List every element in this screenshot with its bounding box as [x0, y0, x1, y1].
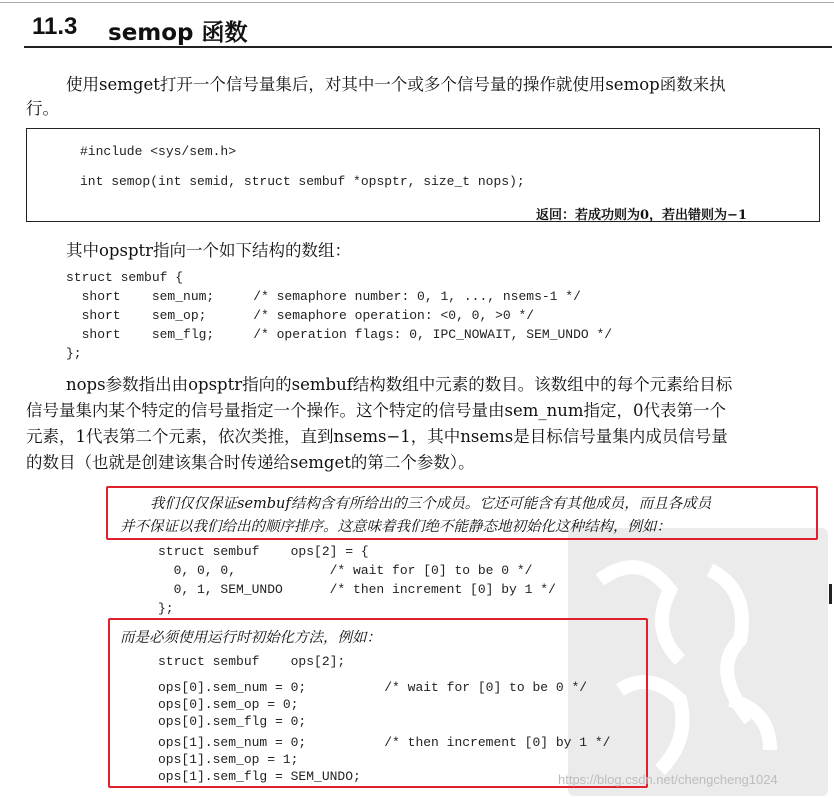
- runtime-init-line: ops[1].sem_num = 0; /* then increment [0] by 1 */: [158, 735, 611, 750]
- scan-top-edge: [0, 2, 834, 3]
- runtime-note: 而是必须使用运行时初始化方法，例如：: [120, 630, 381, 646]
- static-init-line: 0, 0, 0, /* wait for [0] to be 0 */: [158, 563, 533, 578]
- runtime-init-line: ops[1].sem_flg = SEM_UNDO;: [158, 769, 361, 784]
- struct-line: };: [66, 346, 82, 361]
- section-number: 11.3: [32, 13, 78, 40]
- semop-signature: int semop(int semid, struct sembuf *opsptr, size_t nops);: [80, 174, 525, 189]
- struct-line: short sem_flg; /* operation flags: 0, IPC_NOWAIT, SEM_UNDO */: [66, 327, 613, 342]
- struct-line: struct sembuf {: [66, 270, 184, 285]
- runtime-init-line: ops[1].sem_op = 1;: [158, 752, 299, 767]
- runtime-init-line: ops[0].sem_op = 0;: [158, 697, 299, 712]
- intro-line-1: 使用semget打开一个信号量集后，对其中一个或多个信号量的操作就使用semop函数来执: [66, 75, 726, 94]
- note-line: 我们仅仅保证sembuf结构含有所给出的三个成员。它还可能含有其他成员，而且各成员: [150, 496, 712, 512]
- runtime-init-line: ops[0].sem_flg = 0;: [158, 714, 307, 729]
- return-note: 返回：若成功则为0，若出错则为−1: [536, 208, 747, 223]
- struct-intro: 其中opsptr指向一个如下结构的数组：: [66, 241, 352, 260]
- include-line: #include <sys/sem.h>: [80, 144, 237, 159]
- nops-line: 信号量集内某个特定的信号量指定一个操作。这个特定的信号量由sem_num指定，0代表第一个: [26, 401, 727, 420]
- runtime-init-line: struct sembuf ops[2];: [158, 654, 346, 669]
- nops-line: 元素，1代表第二个元素，依次类推，直到nsems−1，其中nsems是目标信号量集内成员信号量: [26, 427, 728, 446]
- intro-line-2: 行。: [26, 99, 59, 118]
- url-watermark: https://blog.csdn.net/chengcheng1024: [558, 772, 778, 787]
- runtime-init-line: ops[0].sem_num = 0; /* wait for [0] to be 0 */: [158, 680, 588, 695]
- section-title: semop 函数: [108, 20, 248, 46]
- note-line: 并不保证以我们给出的顺序排序。这意味着我们绝不能静态地初始化这种结构，例如：: [120, 519, 671, 535]
- header-rule: [24, 46, 832, 48]
- static-init-line: struct sembuf ops[2] = {: [158, 544, 369, 559]
- struct-line: short sem_num; /* semaphore number: 0, 1, ..., nsems-1 */: [66, 289, 581, 304]
- static-init-line: 0, 1, SEM_UNDO /* then increment [0] by 1 */: [158, 582, 556, 597]
- nops-line: 的数目（也就是创建该集合时传递给semget的第二个参数）。: [26, 453, 475, 472]
- nops-line: nops参数指出由opsptr指向的sembuf结构数组中元素的数目。该数组中的每个元素给目标: [66, 375, 733, 394]
- static-init-line: };: [158, 601, 174, 616]
- struct-line: short sem_op; /* semaphore operation: <0, 0, >0 */: [66, 308, 535, 323]
- page-edge-mark: [829, 584, 832, 604]
